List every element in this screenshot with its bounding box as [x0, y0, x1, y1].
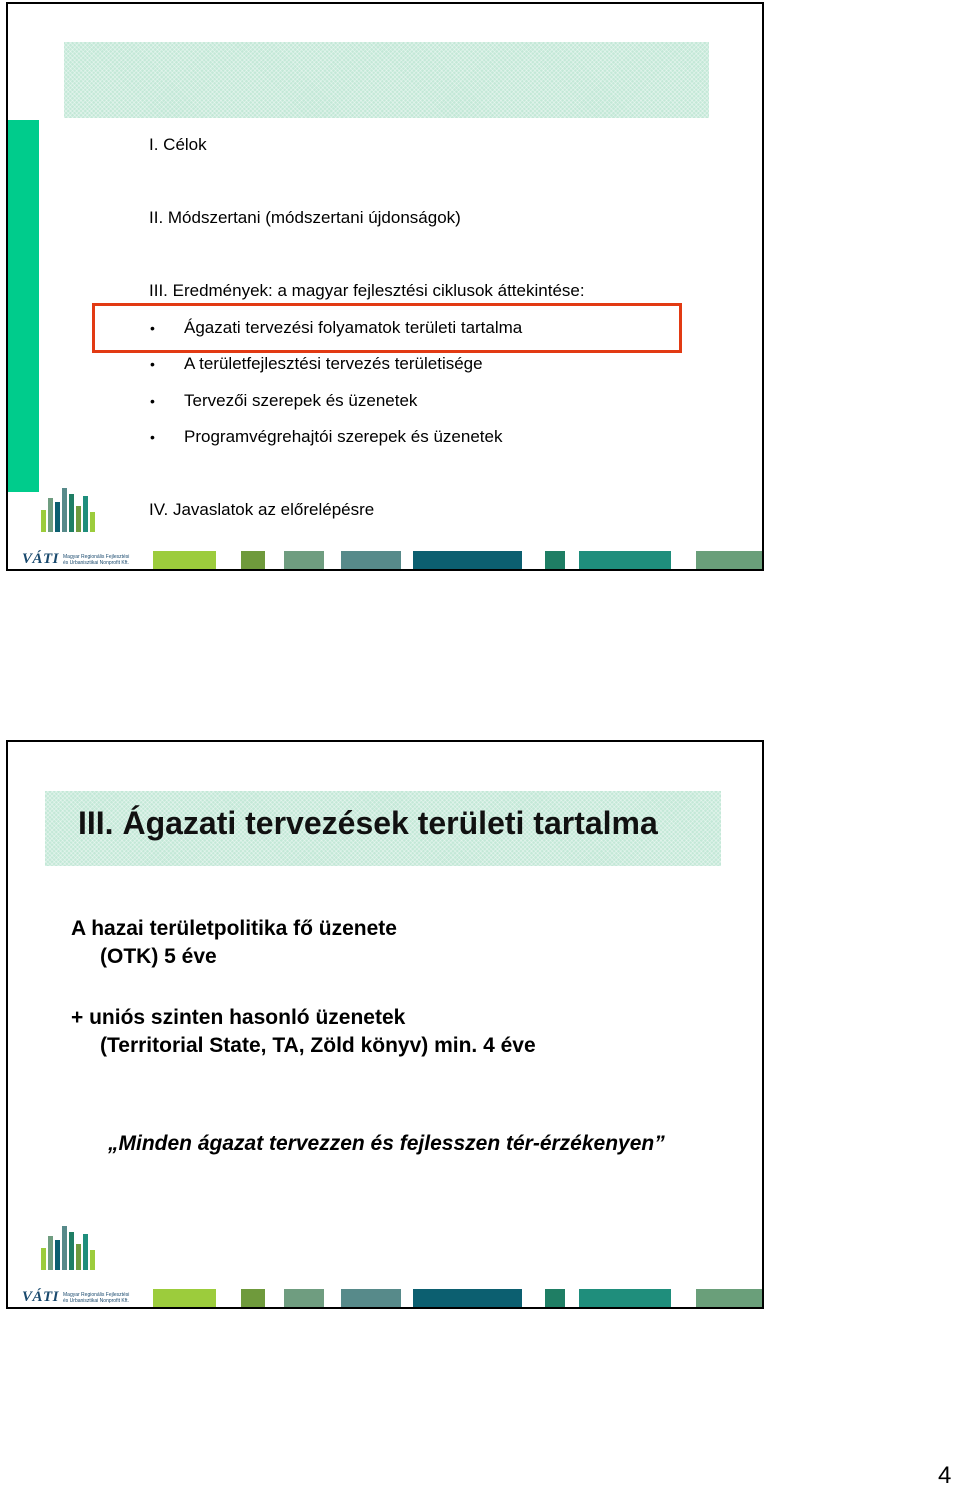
highlight-box: [92, 303, 682, 353]
paragraph-2-line-1: + uniós szinten hasonló üzenetek: [71, 1006, 406, 1029]
bullet-icon: •: [150, 429, 155, 445]
agenda-item-ii: II. Módszertani (módszertani újdonságok): [149, 208, 461, 227]
page-number: 4: [938, 1462, 952, 1489]
agenda-bullet-3: Tervezői szerepek és üzenetek: [184, 391, 418, 410]
bullet-icon: •: [150, 320, 155, 336]
paragraph-1-line-1: A hazai területpolitika fő üzenete: [71, 917, 397, 940]
agenda-item-iv: IV. Javaslatok az előrelépésre: [149, 500, 375, 519]
slide-1: [6, 2, 764, 571]
agenda-item-iii: III. Eredmények: a magyar fejlesztési ciklusok áttekintése:: [149, 281, 585, 300]
vati-logo-subtitle: Magyar Regionális Fejlesztési és Urbanisztikai Nonprofit Kft.: [63, 554, 130, 566]
vati-logo-subtitle: Magyar Regionális Fejlesztési és Urbanisztikai Nonprofit Kft.: [63, 1292, 130, 1304]
slide-2: [6, 740, 764, 1309]
slide-quote: „Minden ágazat tervezzen és fejlesszen tér-érzékenyen”: [108, 1132, 665, 1155]
vati-logo-text: VÁTI: [22, 1289, 60, 1305]
paragraph-2-line-2: (Territorial State, TA, Zöld könyv) min. 4 éve: [100, 1034, 536, 1057]
paragraph-1-line-2: (OTK) 5 éve: [100, 945, 217, 968]
slide-sidebar-accent: [8, 120, 39, 492]
slide-title: III. Ágazati tervezések területi tartalma: [78, 805, 658, 841]
logo-bars-icon: [41, 1226, 95, 1270]
logo-bars-icon: [41, 488, 95, 532]
agenda-item-i: I. Célok: [149, 135, 207, 154]
bullet-icon: •: [150, 393, 155, 409]
agenda-bullet-2: A területfejlesztési tervezés területisége: [184, 354, 483, 373]
agenda-bullet-4: Programvégrehajtói szerepek és üzenetek: [184, 427, 503, 446]
bullet-icon: •: [150, 356, 155, 372]
agenda-bullet-1: Ágazati tervezési folyamatok területi tartalma: [184, 318, 523, 337]
slide-header-banner: [64, 42, 709, 118]
vati-logo-text: VÁTI: [22, 551, 60, 567]
